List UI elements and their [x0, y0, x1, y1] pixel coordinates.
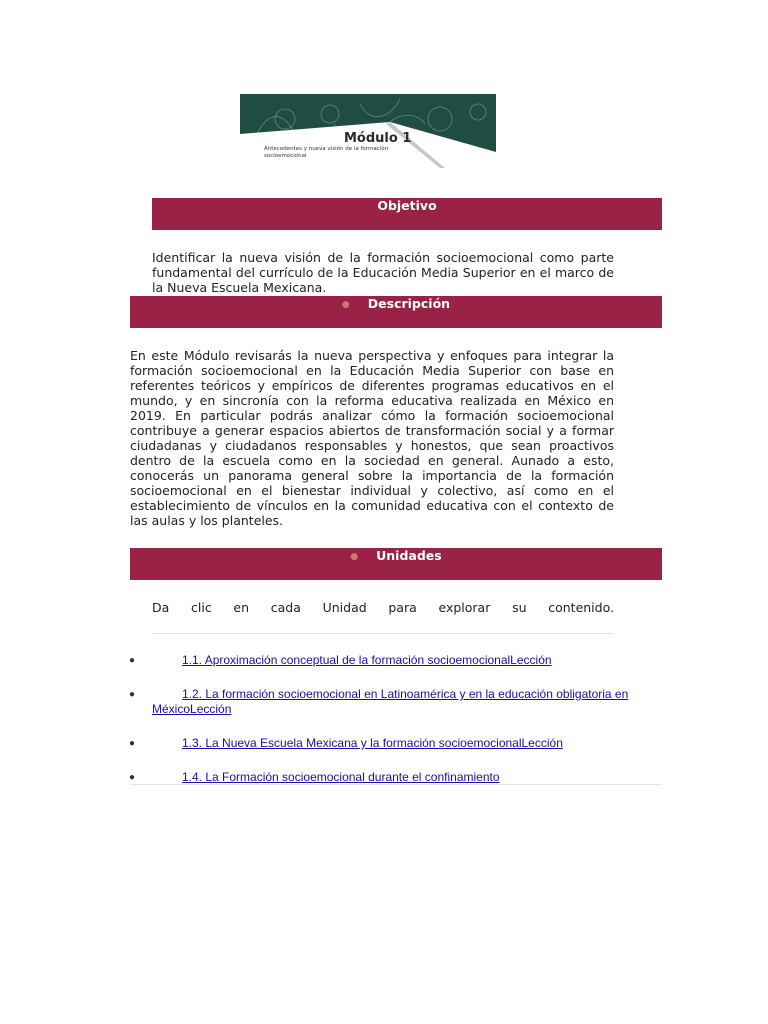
banner-title: Módulo 1: [344, 131, 412, 146]
divider: [152, 633, 614, 634]
objetivo-header: [152, 198, 662, 230]
bullet-icon: ●: [129, 689, 136, 700]
unit-link-4[interactable]: 1.4. La Formación socioemocional durante el confinamiento: [182, 770, 500, 784]
module-banner: [240, 94, 496, 168]
bullet-icon: ●: [129, 738, 136, 749]
descripcion-heading: Descripción: [367, 296, 451, 311]
unit-link-2[interactable]: 1.2. La formación socioemocional en Latinoamérica y en la educación obligatoria en MéxicoLección: [152, 687, 629, 716]
descripcion-header: [130, 296, 662, 328]
descripcion-text: En este Módulo revisarás la nueva perspectiva y enfoques para integrar la formación socioemocional en la Educación Media Superior con base en referentes teóricos y empíricos de diferentes programas educativos en el mundo, y en sincronía con la reforma educativa realizada en México en 2019. En particular podrás analizar cómo la formación socioemocional contribuye a generar espacios abiertos de transformación social y a formar ciudadanas y ciudadanos responsables y honestos, que sean proactivos dentro de la escuela como en la sociedad en general. Aunado a esto, conocerás un panorama general sobre la importancia de la formación socioemocional en el bienestar individual y colectivo, así como en el establecimiento de vínculos en la comunidad educativa con el contexto de las aulas y los planteles.: [130, 348, 614, 528]
bullet-icon: ●: [341, 299, 350, 310]
objetivo-heading: Objetivo: [377, 198, 437, 213]
unidades-header: [130, 548, 662, 580]
list-item: [129, 653, 632, 668]
bullet-icon: ●: [129, 772, 136, 783]
list-item: [129, 736, 632, 751]
unit-link-1[interactable]: 1.1. Aproximación conceptual de la formación socioemocionalLección: [182, 653, 552, 667]
unidades-instruction: Da clic en cada Unidad para explorar su contenido.: [152, 600, 614, 615]
bullet-icon: ●: [350, 551, 359, 562]
list-item: [129, 687, 652, 717]
banner-subtitle: Antecedentes y nueva visión de la formación socioemocional: [264, 146, 389, 159]
unit-link-3[interactable]: 1.3. La Nueva Escuela Mexicana y la formación socioemocionalLección: [182, 736, 563, 750]
divider: [130, 784, 662, 785]
objetivo-text: Identificar la nueva visión de la formación socioemocional como parte fundamental del currículo de la Educación Media Superior en el marco de la Nueva Escuela Mexicana.: [152, 250, 614, 295]
bullet-icon: ●: [129, 655, 136, 666]
list-item: [129, 770, 632, 785]
unidades-heading: Unidades: [376, 548, 442, 563]
